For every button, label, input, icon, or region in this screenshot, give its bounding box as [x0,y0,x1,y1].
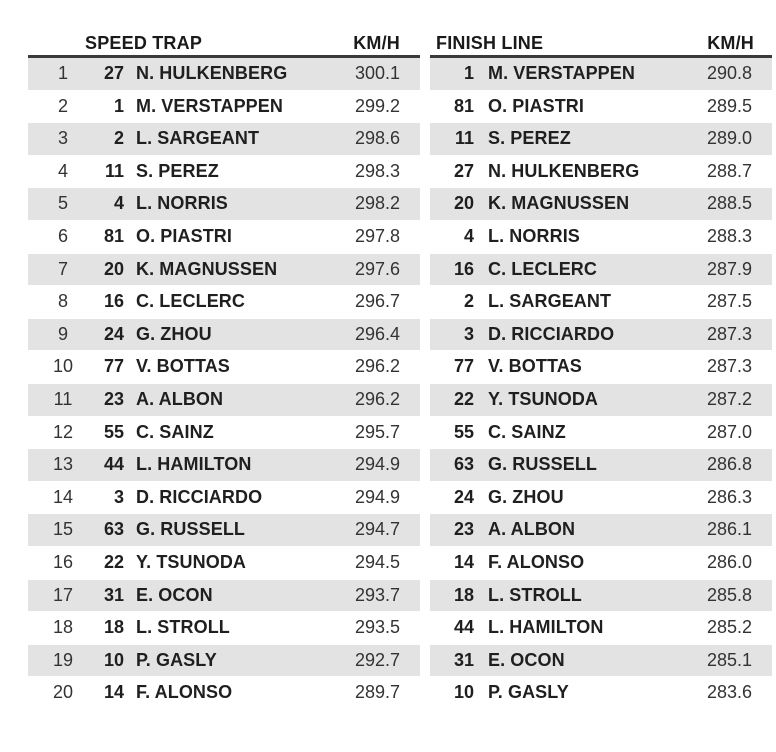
speed-cell: 285.1 [706,649,752,670]
speed-cell: 287.3 [706,356,752,377]
table-row [430,254,772,287]
driver-name-cell: O. PIASTRI [136,225,233,246]
car-number-cell: 11 [454,128,474,149]
table-row [430,482,772,515]
car-number-cell: 81 [453,95,474,116]
car-number-cell: 31 [453,649,474,670]
driver-name-cell: E. OCON [488,649,565,670]
speed-cell: 293.7 [354,584,400,605]
position-cell: 4 [57,160,68,181]
speed-cell: 295.7 [354,421,400,442]
car-number-cell: 3 [113,486,124,507]
driver-name-cell: V. BOTTAS [488,356,582,377]
position-cell: 5 [57,193,68,214]
speed-cell: 292.7 [354,649,400,670]
car-number-cell: 3 [463,323,474,344]
driver-name-cell: C. LECLERC [488,258,597,279]
car-number-cell: 55 [453,421,474,442]
table-row [430,677,772,710]
driver-name-cell: G. RUSSELL [488,454,598,475]
driver-name-cell: F. ALONSO [136,682,233,703]
position-cell: 8 [57,291,68,312]
speed-cell: 294.5 [354,551,400,572]
speed-trap-table [28,28,420,710]
speed-trap-title: SPEED TRAP [85,33,203,53]
driver-name-cell: S. PEREZ [488,128,571,149]
car-number-cell: 20 [103,258,124,279]
car-number-cell: 44 [103,454,124,475]
car-number-cell: 23 [103,388,124,409]
driver-name-cell: A. ALBON [136,388,224,409]
position-cell: 1 [57,63,68,83]
position-cell: 17 [52,584,74,605]
driver-name-cell: L. HAMILTON [136,454,252,475]
driver-name-cell: N. HULKENBERG [488,160,640,181]
speed-cell: 286.0 [706,551,752,572]
car-number-cell: 22 [453,388,474,409]
car-number-cell: 16 [103,291,124,312]
table-row [28,286,420,319]
speed-cell: 294.9 [354,454,400,475]
car-number-cell: 1 [463,63,474,83]
speed-cell: 290.8 [706,63,752,83]
car-number-cell: 63 [103,519,124,540]
speed-cell: 287.2 [706,388,752,409]
table-row [28,612,420,645]
position-cell: 6 [57,225,68,246]
table-row [430,514,772,547]
position-cell: 19 [52,649,74,670]
driver-name-cell: G. ZHOU [136,323,212,344]
finish-line-table [430,28,772,710]
driver-name-cell: L. SARGEANT [488,291,612,312]
driver-name-cell: C. LECLERC [136,291,245,312]
driver-name-cell: A. ALBON [488,519,576,540]
speed-cell: 300.1 [354,63,400,83]
speed-cell: 299.2 [354,95,400,116]
speed-cell: 297.6 [354,258,400,279]
car-number-cell: 24 [103,323,124,344]
speed-cell: 287.3 [706,323,752,344]
finish-line-header [430,28,772,58]
speed-cell: 298.6 [354,128,400,149]
table-row [430,580,772,613]
table-row [28,547,420,580]
driver-name-cell: P. GASLY [136,649,217,670]
speed-cell: 298.3 [354,160,400,181]
speed-cell: 286.1 [706,519,752,540]
driver-name-cell: M. VERSTAPPEN [136,95,283,116]
driver-name-cell: Y. TSUNODA [488,388,599,409]
car-number-cell: 20 [453,193,474,214]
finish-line-unit-header: KM/H [707,33,754,53]
position-cell: 14 [52,486,74,507]
table-row [28,514,420,547]
speed-cell: 298.2 [354,193,400,214]
position-cell: 7 [57,258,68,279]
table-row [28,645,420,678]
speed-cell: 288.3 [706,225,752,246]
table-row [430,58,772,91]
car-number-cell: 1 [113,95,124,116]
speed-cell: 289.0 [706,128,752,149]
car-number-cell: 27 [453,160,474,181]
table-row [430,547,772,580]
position-cell: 20 [52,682,74,703]
driver-name-cell: L. SARGEANT [136,128,260,149]
driver-name-cell: P. GASLY [488,682,569,703]
finish-line-title: FINISH LINE [436,33,544,53]
table-row [28,580,420,613]
car-number-cell: 24 [453,486,474,507]
speed-cell: 289.5 [706,95,752,116]
position-cell: 16 [52,551,74,572]
car-number-cell: 14 [453,551,474,572]
table-row [28,417,420,450]
car-number-cell: 14 [103,682,124,703]
car-number-cell: 77 [103,356,124,377]
table-row [28,91,420,124]
driver-name-cell: Y. TSUNODA [136,551,247,572]
position-cell: 10 [52,356,74,377]
table-row [28,319,420,352]
driver-name-cell: L. STROLL [488,584,582,605]
table-row [430,645,772,678]
car-number-cell: 22 [103,551,124,572]
speed-cell: 294.7 [354,519,400,540]
car-number-cell: 77 [453,356,474,377]
driver-name-cell: L. NORRIS [488,225,580,246]
table-row [430,188,772,221]
driver-name-cell: L. STROLL [136,617,230,638]
table-row [28,351,420,384]
speed-cell: 297.8 [354,225,400,246]
driver-name-cell: O. PIASTRI [488,95,585,116]
speed-cell: 289.7 [354,682,400,703]
position-cell: 3 [57,128,68,149]
car-number-cell: 23 [453,519,474,540]
car-number-cell: 81 [103,225,124,246]
table-row [430,156,772,189]
car-number-cell: 27 [103,63,124,83]
speed-cell: 288.5 [706,193,752,214]
speed-trap-unit-header: KM/H [353,33,400,53]
table-row [28,254,420,287]
driver-name-cell: F. ALONSO [488,551,585,572]
speed-cell: 293.5 [354,617,400,638]
driver-name-cell: C. SAINZ [136,421,214,442]
table-row [430,449,772,482]
table-row [430,286,772,319]
table-row [430,91,772,124]
position-cell: 13 [52,454,74,475]
table-row [430,351,772,384]
driver-name-cell: K. MAGNUSSEN [488,193,630,214]
speed-cell: 285.8 [706,584,752,605]
car-number-cell: 16 [453,258,474,279]
table-row [28,58,420,91]
table-row [430,221,772,254]
driver-name-cell: L. NORRIS [136,193,228,214]
table-row [28,156,420,189]
driver-name-cell: V. BOTTAS [136,356,230,377]
position-cell: 12 [52,421,74,442]
car-number-cell: 55 [103,421,124,442]
car-number-cell: 2 [113,128,124,149]
car-number-cell: 4 [463,225,474,246]
table-row [28,384,420,417]
car-number-cell: 10 [453,682,474,703]
table-row [28,123,420,156]
speed-cell: 296.7 [354,291,400,312]
speed-cell: 294.9 [354,486,400,507]
driver-name-cell: S. PEREZ [136,160,219,181]
car-number-cell: 10 [103,649,124,670]
car-number-cell: 44 [453,617,474,638]
car-number-cell: 18 [103,617,124,638]
position-cell: 15 [52,519,74,540]
table-row [430,612,772,645]
driver-name-cell: L. HAMILTON [488,617,604,638]
table-row [430,384,772,417]
driver-name-cell: D. RICCIARDO [136,486,263,507]
driver-name-cell: N. HULKENBERG [136,63,288,83]
table-row [430,319,772,352]
finish-line-rows [430,58,772,710]
car-number-cell: 2 [463,291,474,312]
table-row [28,221,420,254]
speed-cell: 287.0 [706,421,752,442]
table-row [430,417,772,450]
speed-cell: 287.9 [706,258,752,279]
table-row [28,449,420,482]
table-row [28,482,420,515]
driver-name-cell: E. OCON [136,584,213,605]
car-number-cell: 11 [104,160,124,181]
driver-name-cell: G. ZHOU [488,486,564,507]
position-cell: 9 [57,323,68,344]
table-row [430,123,772,156]
driver-name-cell: G. RUSSELL [136,519,246,540]
car-number-cell: 18 [453,584,474,605]
speed-cell: 288.7 [706,160,752,181]
speed-cell: 296.2 [354,356,400,377]
table-row [28,188,420,221]
driver-name-cell: D. RICCIARDO [488,323,615,344]
speed-cell: 286.3 [706,486,752,507]
position-cell: 11 [53,388,73,409]
speed-cell: 283.6 [706,682,752,703]
driver-name-cell: K. MAGNUSSEN [136,258,278,279]
speed-cell: 287.5 [706,291,752,312]
car-number-cell: 31 [103,584,124,605]
speed-cell: 296.4 [354,323,400,344]
speed-trap-header [28,28,420,58]
driver-name-cell: M. VERSTAPPEN [488,63,635,83]
speed-cell: 286.8 [706,454,752,475]
car-number-cell: 63 [453,454,474,475]
position-cell: 2 [57,95,68,116]
speed-trap-rows [28,58,420,710]
speed-cell: 285.2 [706,617,752,638]
table-row [28,677,420,710]
driver-name-cell: C. SAINZ [488,421,566,442]
car-number-cell: 4 [113,193,124,214]
position-cell: 18 [52,617,74,638]
speed-cell: 296.2 [354,388,400,409]
